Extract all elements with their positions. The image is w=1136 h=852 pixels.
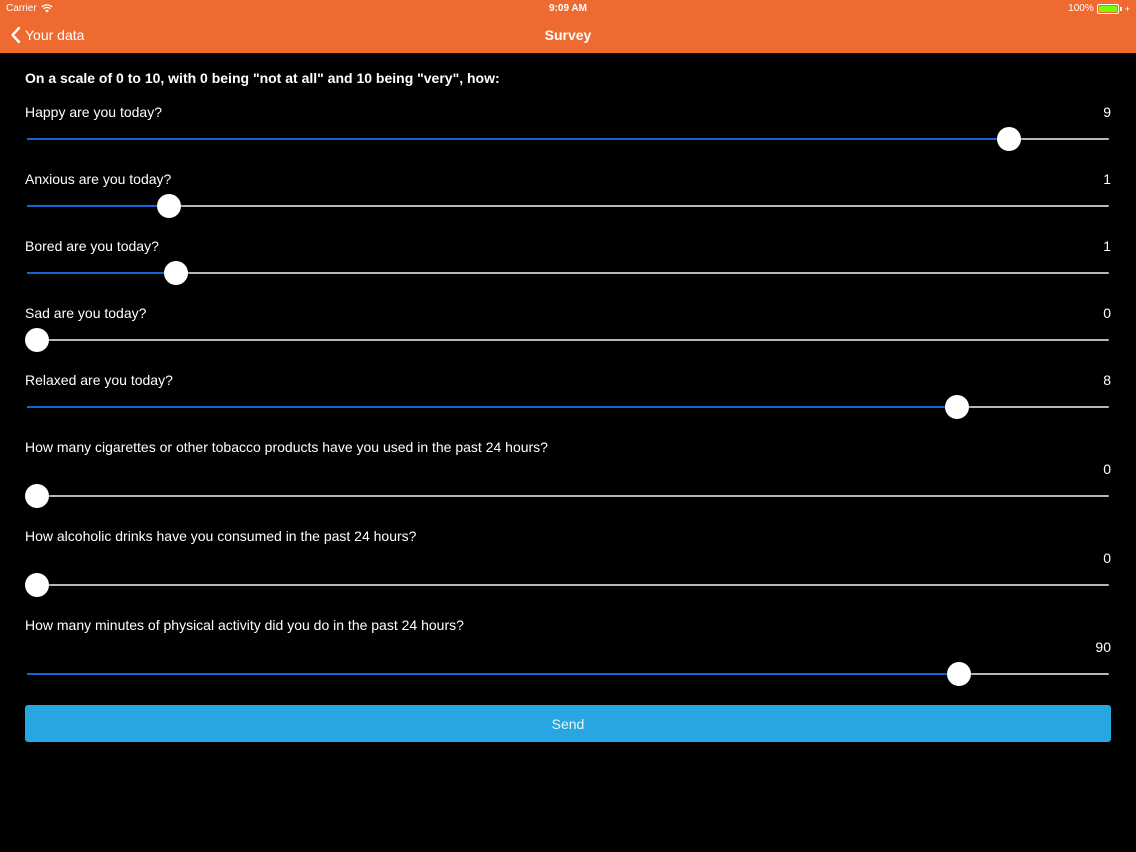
page-title: Survey xyxy=(544,27,592,43)
slider-thumb[interactable] xyxy=(25,573,49,597)
tobacco-slider[interactable] xyxy=(25,483,1109,509)
question-label: How alcoholic drinks have you consumed in the past 24 hours? xyxy=(25,528,417,544)
charging-icon: + xyxy=(1124,3,1130,14)
happy-slider[interactable] xyxy=(25,126,1109,152)
anxious-slider[interactable] xyxy=(25,193,1109,219)
survey-intro: On a scale of 0 to 10, with 0 being "not at all" and 10 being "very", how: xyxy=(25,70,500,86)
question-value: 9 xyxy=(1103,104,1111,120)
question-value: 1 xyxy=(1103,171,1111,187)
slider-thumb[interactable] xyxy=(947,662,971,686)
battery-icon xyxy=(1097,4,1119,14)
bored-slider[interactable] xyxy=(25,260,1109,286)
question-value: 8 xyxy=(1103,372,1111,388)
activity-slider[interactable] xyxy=(25,661,1109,687)
alcohol-slider[interactable] xyxy=(25,572,1109,598)
slider-thumb[interactable] xyxy=(25,328,49,352)
relaxed-slider[interactable] xyxy=(25,394,1109,420)
battery-status xyxy=(1068,3,1130,14)
slider-thumb[interactable] xyxy=(945,395,969,419)
question-label: How many minutes of physical activity did you do in the past 24 hours? xyxy=(25,617,464,633)
sad-slider[interactable] xyxy=(25,327,1109,353)
question-value: 0 xyxy=(1103,550,1111,566)
slider-thumb[interactable] xyxy=(164,261,188,285)
top-bar xyxy=(0,0,1136,53)
back-label: Your data xyxy=(25,27,85,43)
question-label: Happy are you today? xyxy=(25,104,162,120)
send-button[interactable]: Send xyxy=(25,705,1111,742)
question-label: How many cigarettes or other tobacco products have you used in the past 24 hours? xyxy=(25,439,548,455)
carrier-label: Carrier xyxy=(6,3,37,14)
battery-percent: 100% xyxy=(1068,3,1094,14)
slider-fill xyxy=(27,272,177,274)
question-label: Sad are you today? xyxy=(25,305,147,321)
question-label: Anxious are you today? xyxy=(25,171,172,187)
status-bar xyxy=(0,0,1136,18)
slider-fill xyxy=(27,673,960,675)
navigation-bar xyxy=(0,18,1136,53)
question-value: 1 xyxy=(1103,238,1111,254)
slider-fill xyxy=(27,138,1009,140)
question-value: 0 xyxy=(1103,305,1111,321)
status-time: 9:09 AM xyxy=(549,3,587,14)
question-value: 90 xyxy=(1095,639,1111,655)
question-label: Relaxed are you today? xyxy=(25,372,173,388)
question-value: 0 xyxy=(1103,461,1111,477)
slider-thumb[interactable] xyxy=(997,127,1021,151)
slider-fill xyxy=(27,406,958,408)
slider-fill xyxy=(27,205,171,207)
slider-thumb[interactable] xyxy=(25,484,49,508)
slider-thumb[interactable] xyxy=(157,194,181,218)
question-label: Bored are you today? xyxy=(25,238,159,254)
